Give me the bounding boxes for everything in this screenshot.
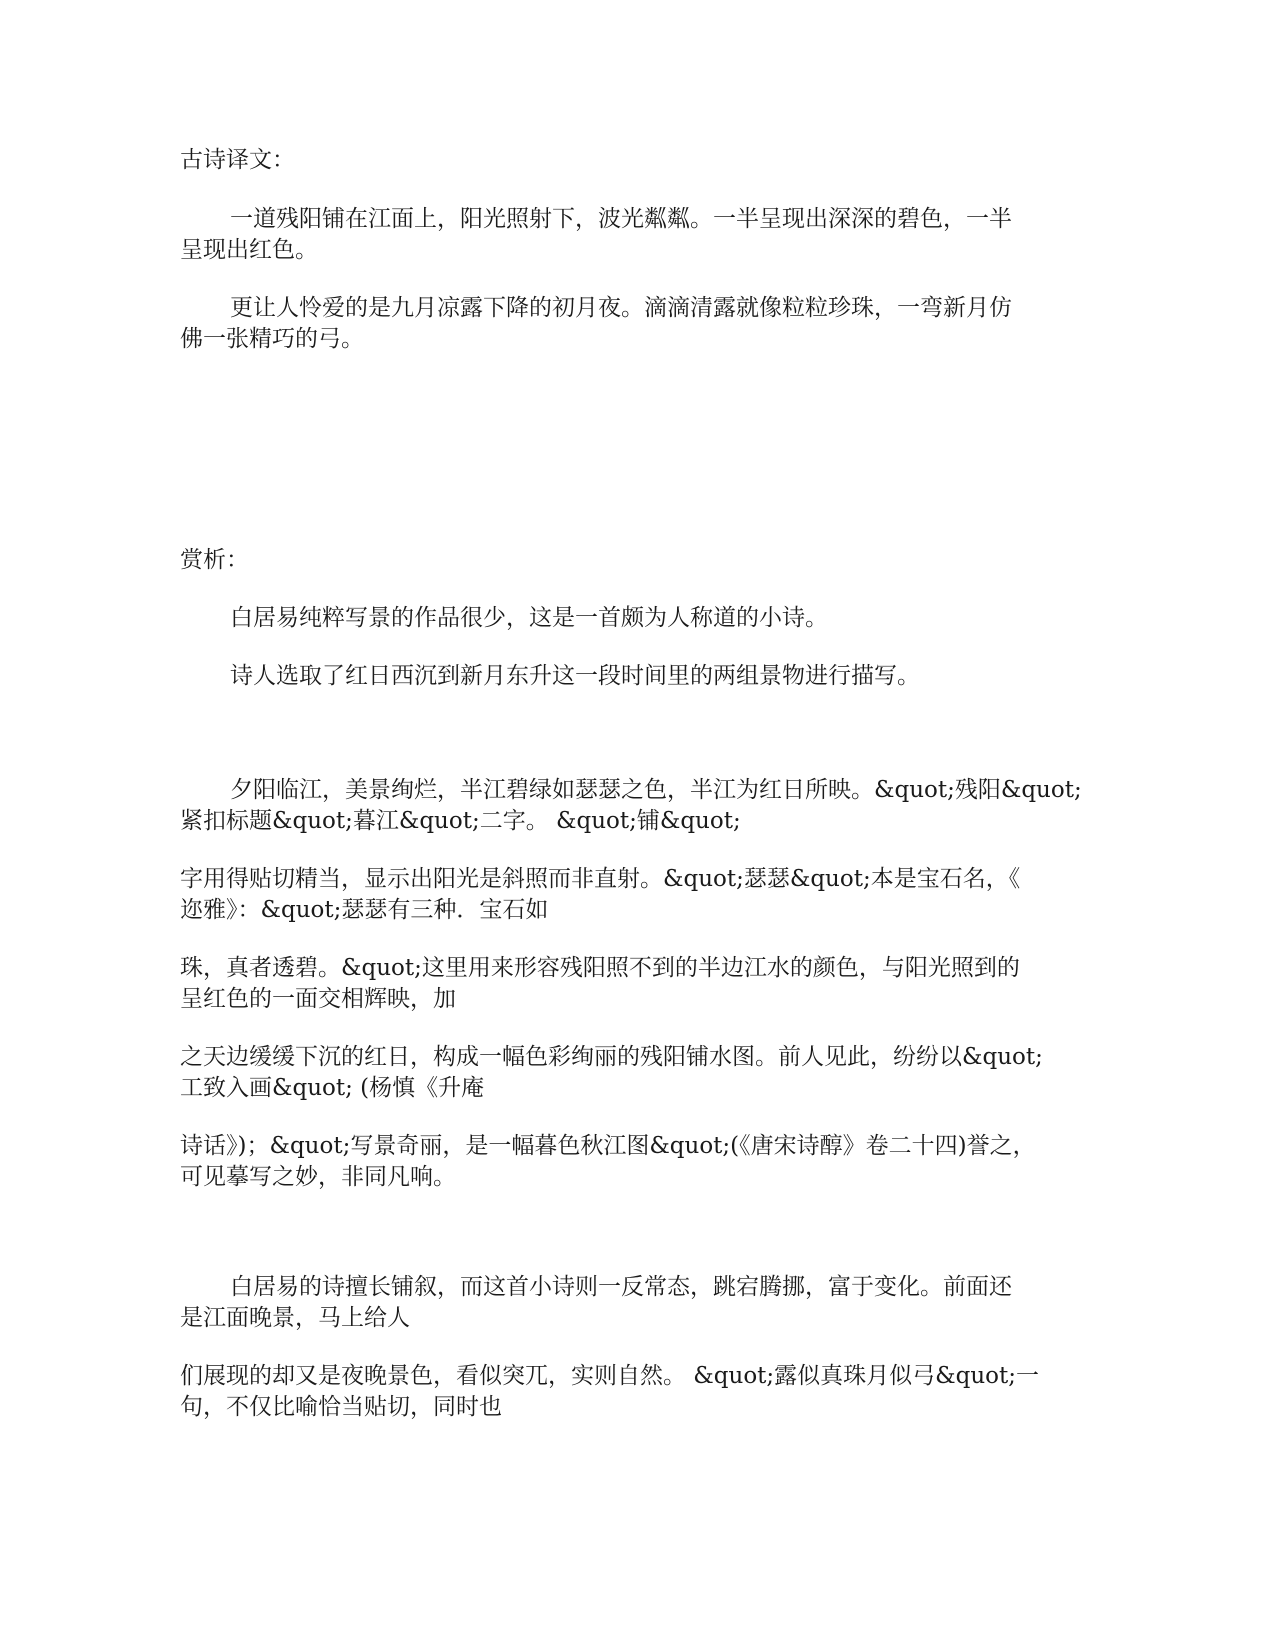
translation-paragraph-1-line-2: 呈现出红色。 [180, 237, 318, 263]
analysis-paragraph-1: 白居易纯粹写景的作品很少，这是一首颇为人称道的小诗。 [230, 605, 828, 631]
analysis-paragraph-7-line-1: 诗话》)；&quot;写景奇丽，是一幅暮色秋江图&quot;(《唐宋诗醇》卷二十四)誉之， [180, 1133, 1036, 1159]
analysis-paragraph-6-line-1: 之天边缓缓下沉的红日，构成一幅色彩绚丽的残阳铺水图。前人见此，纷纷以&quot; [180, 1044, 1043, 1070]
analysis-paragraph-3-line-1: 夕阳临江，美景绚烂，半江碧绿如瑟瑟之色，半江为红日所映。&quot;残阳&quot; [230, 777, 1082, 803]
analysis-heading: 赏析： [180, 547, 249, 573]
analysis-paragraph-4-line-1: 字用得贴切精当，显示出阳光是斜照而非直射。&quot;瑟瑟&quot;本是宝石名，《 [180, 866, 1021, 892]
analysis-paragraph-5-line-1: 珠，真者透碧。&quot;这里用来形容残阳照不到的半边江水的颜色，与阳光照到的 [180, 955, 1020, 981]
analysis-paragraph-5-line-2: 呈红色的一面交相辉映，加 [180, 986, 456, 1012]
analysis-paragraph-9-line-2: 句，不仅比喻恰当贴切，同时也 [180, 1394, 502, 1420]
analysis-paragraph-2: 诗人选取了红日西沉到新月东升这一段时间里的两组景物进行描写。 [230, 663, 920, 689]
analysis-paragraph-7-line-2: 可见摹写之妙，非同凡响。 [180, 1164, 456, 1190]
translation-paragraph-2-line-2: 佛一张精巧的弓。 [180, 326, 364, 352]
translation-paragraph-1-line-1: 一道残阳铺在江面上，阳光照射下，波光粼粼。一半呈现出深深的碧色，一半 [230, 206, 1012, 232]
translation-paragraph-2-line-1: 更让人怜爱的是九月凉露下降的初月夜。滴滴清露就像粒粒珍珠，一弯新月仿 [230, 295, 1012, 321]
analysis-paragraph-4-line-2: 迩雅》：&quot;瑟瑟有三种．宝石如 [180, 897, 549, 923]
translation-heading: 古诗译文： [180, 147, 295, 173]
analysis-paragraph-8-line-1: 白居易的诗擅长铺叙，而这首小诗则一反常态，跳宕腾挪，富于变化。前面还 [230, 1274, 1012, 1300]
analysis-paragraph-3-line-2: 紧扣标题&quot;暮江&quot;二字。 &quot;铺&quot; [180, 808, 741, 834]
analysis-paragraph-8-line-2: 是江面晚景，马上给人 [180, 1305, 410, 1331]
analysis-paragraph-6-line-2: 工致入画&quot; (杨慎《升庵 [180, 1075, 485, 1101]
analysis-paragraph-9-line-1: 们展现的却又是夜晚景色，看似突兀，实则自然。 &quot;露似真珠月似弓&quot;一 [180, 1363, 1040, 1389]
